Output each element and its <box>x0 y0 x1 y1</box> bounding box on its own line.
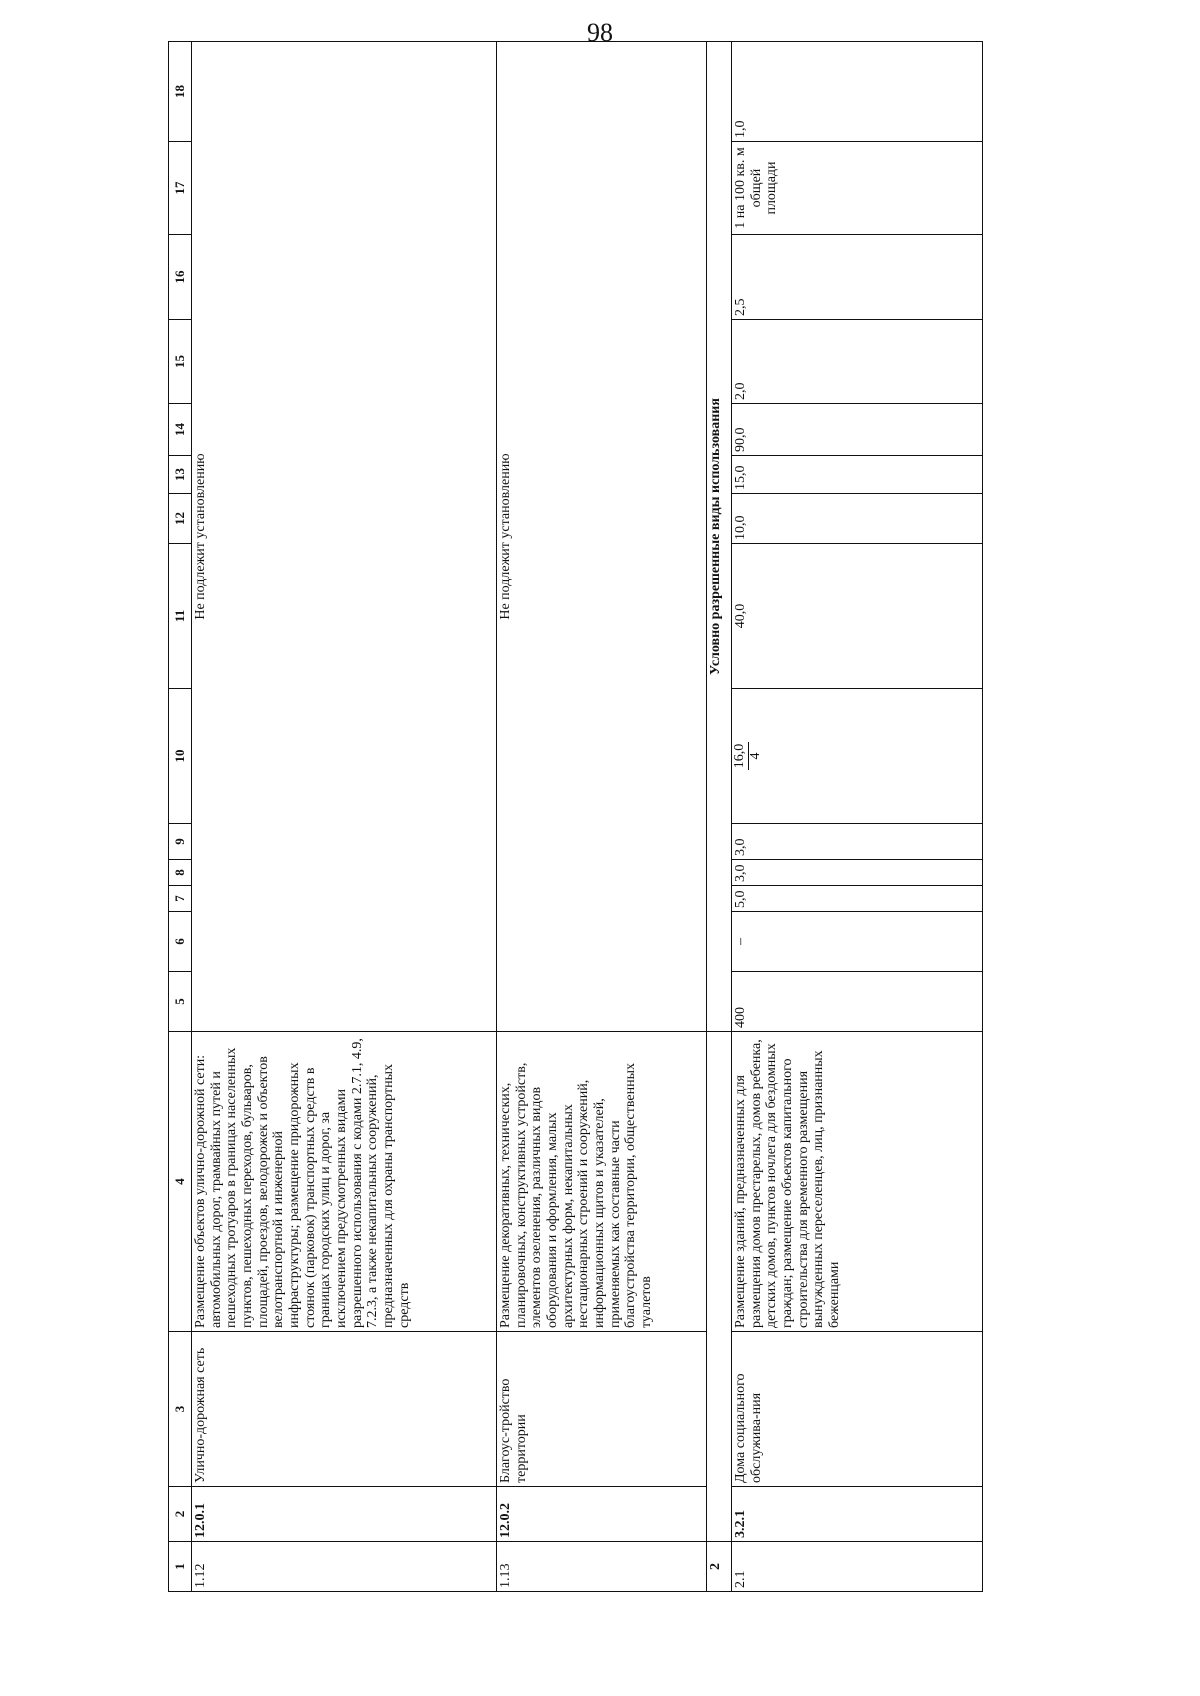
table-row <box>732 42 983 1592</box>
fraction-numerator: 16,0 <box>732 743 747 769</box>
rotated-table-container <box>168 85 983 1592</box>
cell-col-15: 2,0 <box>732 320 983 404</box>
zoning-table <box>168 41 983 1592</box>
header-cell: 1 <box>169 1542 192 1592</box>
use-description: Размещение декоративных, технических, планировочных, конструктивных устройств, элементов озеленения, различных видов оборудования и оформления, малых архитектурных форм, некапитальных нестационарных строений и сооружений, информационных щитов и указателей, применяемых как составные части благоустройства территории, общественных туалетов <box>497 1032 707 1332</box>
cell-col-18: 1,0 <box>732 42 983 142</box>
use-name: Улично-дорожная сеть <box>192 1332 497 1487</box>
page-number: 98 <box>587 18 613 47</box>
cell-col-7: 5,0 <box>732 886 983 912</box>
not-applicable-note: Не подлежит установлению <box>192 42 497 1032</box>
cell-col-6: – <box>732 912 983 972</box>
header-cell: 3 <box>169 1332 192 1487</box>
not-applicable-note: Не подлежит установлению <box>497 42 707 1032</box>
fraction <box>733 742 763 771</box>
row-number: 1.13 <box>497 1542 707 1592</box>
header-cell: 9 <box>169 824 192 860</box>
cell-col-17: 1 на 100 кв. м общей площади <box>732 142 983 235</box>
header-cell: 13 <box>169 456 192 494</box>
use-code: 12.0.1 <box>192 1487 497 1542</box>
section-title: Условно разрешенные виды использования <box>707 42 732 1032</box>
cell-col-16: 2,5 <box>732 235 983 320</box>
cell-col-8: 3,0 <box>732 860 983 886</box>
cell-col-14: 90,0 <box>732 404 983 456</box>
header-cell: 17 <box>169 142 192 235</box>
use-description: Размещение зданий, предназначенных для размещения домов престарелых, домов ребенка, детских домов, пунктов ночлега для бездомных граждан; размещение объектов капитального строительства для временного размещения вынужденных переселенцев, лиц, признанных беженцами <box>732 1032 983 1332</box>
cell-col-10 <box>732 689 983 824</box>
header-cell: 6 <box>169 912 192 972</box>
fraction-denominator: 4 <box>747 752 763 760</box>
header-cell: 7 <box>169 886 192 912</box>
section-row <box>707 42 732 1592</box>
header-cell: 5 <box>169 972 192 1032</box>
cell-col-9: 3,0 <box>732 824 983 860</box>
header-cell: 11 <box>169 544 192 689</box>
header-cell: 12 <box>169 494 192 544</box>
header-row <box>169 42 192 1592</box>
header-cell: 4 <box>169 1032 192 1332</box>
use-description: Размещение объектов улично-дорожной сети: автомобильных дорог, трамвайных путей и пешеходных тротуаров в границах населенных пунктов, пешеходных переходов, бульваров, площадей, проездов, велодорожек и объектов велотранспортной и инженерной инфраструктуры; размещение придорожных стоянок (парковок) транспортных средств в границах городских улиц и дорог, за исключением предусмотренных видами разрешенного использования с кодами 2.7.1, 4.9, 7.2.3, а также некапитальных сооружений, предназначенных для охраны транспортных средств <box>192 1032 497 1332</box>
cell-col-11: 40,0 <box>732 544 983 689</box>
cell-col-12: 10,0 <box>732 494 983 544</box>
header-cell: 8 <box>169 860 192 886</box>
use-name: Благоус-тройство территории <box>497 1332 707 1487</box>
use-code: 12.0.2 <box>497 1487 707 1542</box>
row-number: 2.1 <box>732 1542 983 1592</box>
header-cell: 16 <box>169 235 192 320</box>
table-row <box>192 42 497 1592</box>
cell-col-5: 400 <box>732 972 983 1032</box>
header-cell: 18 <box>169 42 192 142</box>
cell-col-13: 15,0 <box>732 456 983 494</box>
table-row <box>497 42 707 1592</box>
row-number: 1.12 <box>192 1542 497 1592</box>
section-number: 2 <box>707 1542 732 1592</box>
use-name: Дома социального обслужива-ния <box>732 1332 983 1487</box>
header-cell: 2 <box>169 1487 192 1542</box>
use-code: 3.2.1 <box>732 1487 983 1542</box>
header-cell: 10 <box>169 689 192 824</box>
header-cell: 15 <box>169 320 192 404</box>
header-cell: 14 <box>169 404 192 456</box>
section-spacer <box>707 1032 732 1542</box>
